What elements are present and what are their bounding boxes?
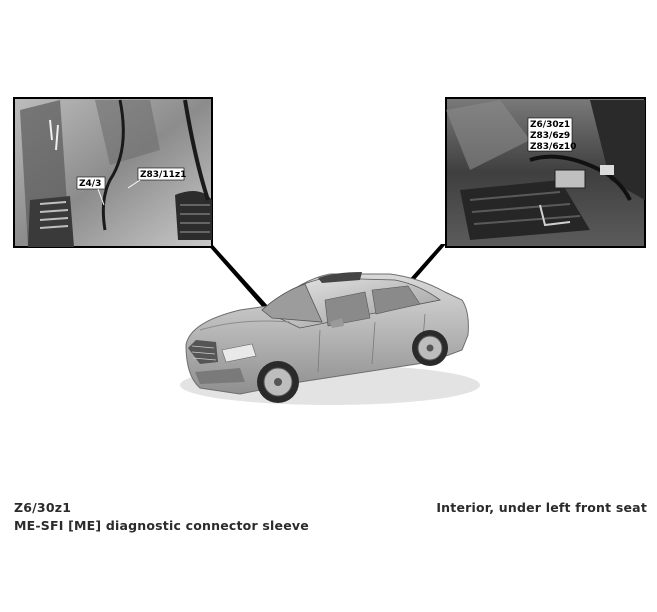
car-illustration — [180, 272, 480, 405]
component-description: ME-SFI [ME] diagnostic connector sleeve — [14, 518, 309, 533]
left-inset-photo — [14, 98, 212, 247]
label-z83-6z9: Z83/6z9 — [530, 131, 571, 141]
label-z4-3: Z4/3 — [79, 179, 102, 189]
label-z6-30z1: Z6/30z1 — [530, 120, 571, 130]
component-location: Interior, under left front seat — [436, 500, 647, 515]
right-inset-photo — [446, 98, 645, 247]
label-z83-6z10: Z83/6z10 — [530, 142, 577, 152]
label-z83-11z1: Z83/11z1 — [140, 170, 187, 180]
component-code: Z6/30z1 — [14, 500, 72, 515]
